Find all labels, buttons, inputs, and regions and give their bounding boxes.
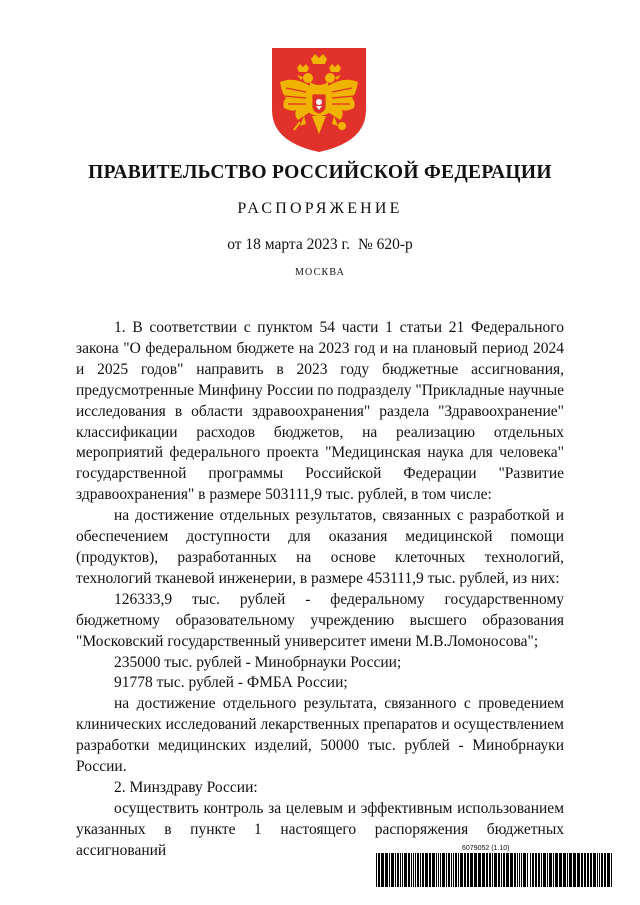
paragraph: 235000 тыс. рублей - Минобрнауки России; — [114, 653, 402, 671]
document-code: 6079052 (1.10) — [462, 845, 510, 852]
document-date: от 18 марта 2023 г. — [227, 236, 350, 253]
document-city: МОСКВА — [294, 267, 346, 278]
document-body — [76, 318, 564, 862]
document-number: № 620-р — [357, 236, 413, 253]
coat-of-arms-icon — [270, 46, 368, 154]
document-date-line — [0, 236, 640, 254]
paragraph: 1. В соответствии с пунктом 54 части 1 статьи 21 Федерального закона "О федеральном бюджете на 2023 год и на плановый период 2024 и 2025 годов" направить в 2023 году бюджетные ассигнования, предусмотренные Минфину России по подразделу "Прикладные научные исследования в области здравоохранения" раздела "Здравоохранение" классификации расходов бюджетов, на реализацию отдельных мероприятий федерального проекта "Медицинская наука для человека" государственной программы Российской Федерации "Развитие здравоохранения" в размере 503111,9 тыс. рублей, в том числе: — [76, 319, 564, 504]
government-title: ПРАВИТЕЛЬСТВО РОССИЙСКОЙ ФЕДЕРАЦИИ — [88, 162, 552, 183]
paragraph: 2. Минздраву России: — [114, 778, 258, 796]
paragraph: 91778 тыс. рублей - ФМБА России; — [114, 674, 348, 692]
paragraph: на достижение отдельных результатов, связанных с разработкой и обеспечением доступности для оказания медицинской помощи (продуктов), разработанных на основе клеточных технологий, технологий тканевой инженерии, в размере 453111,9 тыс. рублей, из них: — [76, 507, 564, 587]
barcode-icon — [376, 853, 614, 887]
paragraph: 126333,9 тыс. рублей - федеральному государственному бюджетному образовательному учреждению высшего образования "Московский государственный университет имени М.В.Ломоносова"; — [76, 590, 564, 650]
document-type: РАСПОРЯЖЕНИЕ — [237, 200, 403, 217]
paragraph: осуществить контроль за целевым и эффективным использованием указанных в пункте 1 настоящего распоряжения бюджетных ассигнований — [76, 799, 564, 859]
paragraph: на достижение отдельного результата, связанного с проведением клинических исследований лекарственных препаратов и осуществлением разработки медицинских изделий, 50000 тыс. рублей - Минобрнауки России. — [76, 695, 564, 776]
